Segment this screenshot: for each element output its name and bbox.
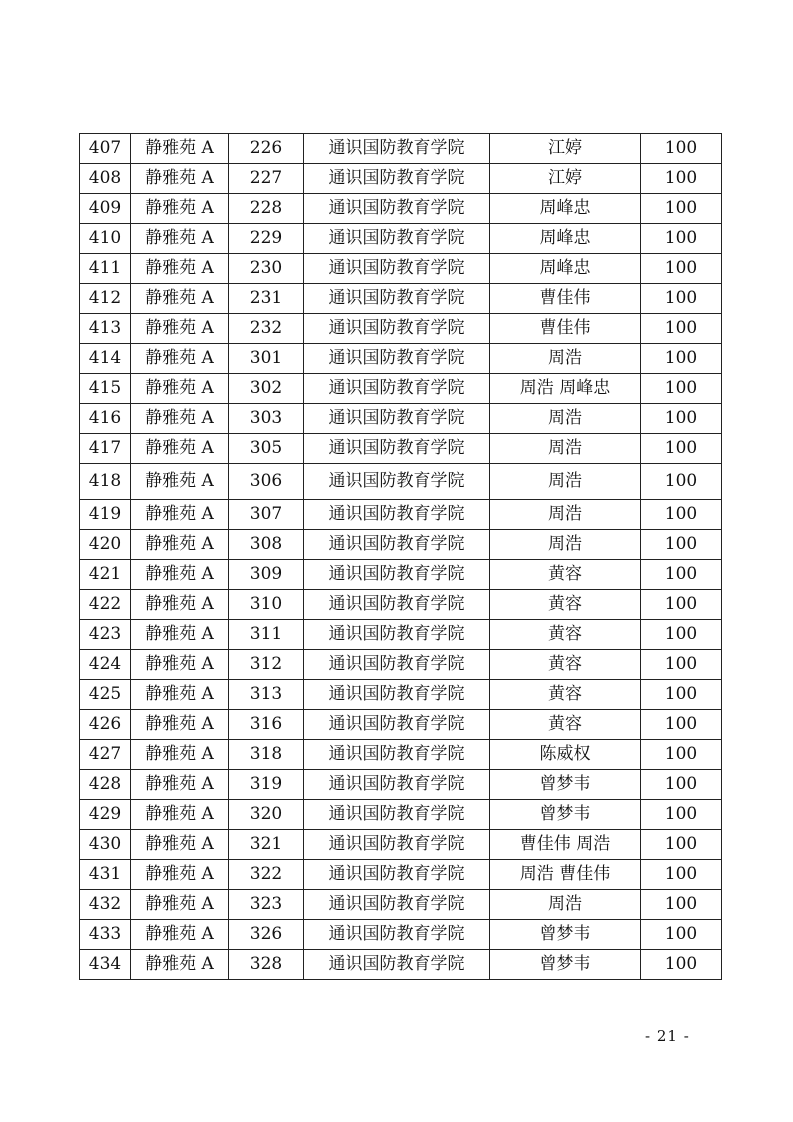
cell-number: 412 [80,284,131,314]
cell-number: 413 [80,314,131,344]
cell-room: 230 [229,254,304,284]
cell-room: 320 [229,800,304,830]
cell-inspector: 周浩 [490,434,641,464]
cell-department: 通识国防教育学院 [304,860,490,890]
cell-department: 通识国防教育学院 [304,464,490,500]
cell-score: 100 [641,860,722,890]
cell-department: 通识国防教育学院 [304,164,490,194]
cell-department: 通识国防教育学院 [304,284,490,314]
cell-score: 100 [641,530,722,560]
cell-inspector: 黄容 [490,710,641,740]
cell-number: 416 [80,404,131,434]
cell-number: 407 [80,134,131,164]
table-row [80,680,722,710]
cell-room: 321 [229,830,304,860]
cell-score: 100 [641,740,722,770]
cell-inspector: 江婷 [490,164,641,194]
cell-score: 100 [641,710,722,740]
cell-score: 100 [641,830,722,860]
table-row [80,710,722,740]
cell-inspector: 江婷 [490,134,641,164]
table-row [80,590,722,620]
cell-score: 100 [641,680,722,710]
cell-building: 静雅苑 A [131,434,229,464]
cell-building: 静雅苑 A [131,560,229,590]
cell-room: 309 [229,560,304,590]
cell-score: 100 [641,500,722,530]
cell-inspector: 黄容 [490,590,641,620]
cell-inspector: 周浩 [490,500,641,530]
cell-department: 通识国防教育学院 [304,920,490,950]
cell-room: 310 [229,590,304,620]
cell-score: 100 [641,770,722,800]
cell-number: 425 [80,680,131,710]
cell-department: 通识国防教育学院 [304,650,490,680]
cell-department: 通识国防教育学院 [304,830,490,860]
cell-building: 静雅苑 A [131,620,229,650]
cell-number: 419 [80,500,131,530]
cell-number: 421 [80,560,131,590]
cell-room: 306 [229,464,304,500]
table-row [80,374,722,404]
cell-building: 静雅苑 A [131,650,229,680]
cell-room: 307 [229,500,304,530]
cell-room: 303 [229,404,304,434]
cell-room: 328 [229,950,304,980]
cell-inspector: 黄容 [490,560,641,590]
cell-department: 通识国防教育学院 [304,194,490,224]
cell-department: 通识国防教育学院 [304,800,490,830]
cell-room: 231 [229,284,304,314]
table-row [80,464,722,500]
cell-department: 通识国防教育学院 [304,374,490,404]
cell-department: 通识国防教育学院 [304,560,490,590]
table-row [80,284,722,314]
cell-department: 通识国防教育学院 [304,680,490,710]
cell-score: 100 [641,464,722,500]
cell-inspector: 曾梦韦 [490,800,641,830]
cell-department: 通识国防教育学院 [304,740,490,770]
cell-score: 100 [641,890,722,920]
cell-inspector: 曾梦韦 [490,950,641,980]
cell-department: 通识国防教育学院 [304,710,490,740]
cell-number: 430 [80,830,131,860]
cell-room: 322 [229,860,304,890]
table-row [80,890,722,920]
cell-number: 429 [80,800,131,830]
cell-number: 418 [80,464,131,500]
cell-score: 100 [641,254,722,284]
table-row [80,920,722,950]
cell-room: 318 [229,740,304,770]
cell-score: 100 [641,950,722,980]
table-row [80,344,722,374]
cell-room: 313 [229,680,304,710]
cell-number: 411 [80,254,131,284]
cell-room: 312 [229,650,304,680]
cell-department: 通识国防教育学院 [304,890,490,920]
cell-number: 422 [80,590,131,620]
cell-building: 静雅苑 A [131,500,229,530]
cell-building: 静雅苑 A [131,920,229,950]
cell-room: 308 [229,530,304,560]
cell-building: 静雅苑 A [131,344,229,374]
cell-inspector: 周浩 [490,890,641,920]
cell-inspector: 周浩 周峰忠 [490,374,641,404]
cell-inspector: 曹佳伟 [490,284,641,314]
cell-building: 静雅苑 A [131,464,229,500]
cell-score: 100 [641,374,722,404]
cell-building: 静雅苑 A [131,800,229,830]
cell-number: 409 [80,194,131,224]
cell-inspector: 周浩 [490,344,641,374]
cell-room: 301 [229,344,304,374]
cell-building: 静雅苑 A [131,284,229,314]
table-row [80,194,722,224]
table-row [80,530,722,560]
cell-building: 静雅苑 A [131,164,229,194]
cell-building: 静雅苑 A [131,194,229,224]
table-row [80,740,722,770]
cell-number: 417 [80,434,131,464]
cell-room: 323 [229,890,304,920]
cell-department: 通识国防教育学院 [304,404,490,434]
cell-score: 100 [641,404,722,434]
cell-number: 408 [80,164,131,194]
cell-score: 100 [641,620,722,650]
table-row [80,860,722,890]
cell-room: 226 [229,134,304,164]
cell-building: 静雅苑 A [131,374,229,404]
cell-inspector: 周峰忠 [490,224,641,254]
cell-score: 100 [641,920,722,950]
cell-room: 302 [229,374,304,404]
table-row [80,620,722,650]
cell-building: 静雅苑 A [131,224,229,254]
cell-building: 静雅苑 A [131,950,229,980]
cell-room: 232 [229,314,304,344]
table-row [80,224,722,254]
cell-score: 100 [641,134,722,164]
cell-room: 305 [229,434,304,464]
cell-room: 228 [229,194,304,224]
cell-score: 100 [641,800,722,830]
cell-score: 100 [641,224,722,254]
cell-number: 410 [80,224,131,254]
cell-inspector: 曹佳伟 周浩 [490,830,641,860]
cell-building: 静雅苑 A [131,710,229,740]
cell-inspector: 周浩 曹佳伟 [490,860,641,890]
cell-department: 通识国防教育学院 [304,224,490,254]
cell-building: 静雅苑 A [131,680,229,710]
cell-score: 100 [641,164,722,194]
cell-department: 通识国防教育学院 [304,590,490,620]
table-row [80,950,722,980]
cell-building: 静雅苑 A [131,314,229,344]
table-row [80,134,722,164]
cell-score: 100 [641,314,722,344]
page-number: - 21 - [645,1027,690,1045]
cell-inspector: 周峰忠 [490,194,641,224]
table-row [80,650,722,680]
cell-building: 静雅苑 A [131,134,229,164]
cell-room: 227 [229,164,304,194]
cell-number: 414 [80,344,131,374]
table-row [80,830,722,860]
cell-room: 326 [229,920,304,950]
cell-department: 通识国防教育学院 [304,770,490,800]
cell-inspector: 周浩 [490,404,641,434]
inspection-table [79,133,722,980]
cell-score: 100 [641,284,722,314]
cell-number: 415 [80,374,131,404]
cell-number: 432 [80,890,131,920]
cell-inspector: 陈威权 [490,740,641,770]
table-row [80,314,722,344]
cell-number: 431 [80,860,131,890]
cell-score: 100 [641,560,722,590]
cell-number: 434 [80,950,131,980]
cell-building: 静雅苑 A [131,890,229,920]
cell-building: 静雅苑 A [131,404,229,434]
cell-score: 100 [641,344,722,374]
cell-building: 静雅苑 A [131,590,229,620]
cell-number: 433 [80,920,131,950]
inspection-table-container [79,133,715,980]
cell-department: 通识国防教育学院 [304,620,490,650]
cell-inspector: 黄容 [490,680,641,710]
cell-score: 100 [641,590,722,620]
cell-inspector: 曹佳伟 [490,314,641,344]
cell-inspector: 黄容 [490,620,641,650]
table-row [80,770,722,800]
cell-inspector: 周峰忠 [490,254,641,284]
cell-inspector: 黄容 [490,650,641,680]
table-row [80,164,722,194]
cell-building: 静雅苑 A [131,254,229,284]
cell-building: 静雅苑 A [131,860,229,890]
cell-number: 427 [80,740,131,770]
cell-number: 423 [80,620,131,650]
cell-room: 229 [229,224,304,254]
cell-department: 通识国防教育学院 [304,434,490,464]
cell-score: 100 [641,194,722,224]
cell-score: 100 [641,434,722,464]
table-row [80,254,722,284]
cell-room: 311 [229,620,304,650]
cell-department: 通识国防教育学院 [304,134,490,164]
cell-building: 静雅苑 A [131,770,229,800]
table-row [80,800,722,830]
table-row [80,404,722,434]
cell-inspector: 周浩 [490,530,641,560]
cell-number: 426 [80,710,131,740]
cell-inspector: 曾梦韦 [490,920,641,950]
table-body [80,134,722,980]
cell-room: 316 [229,710,304,740]
table-row [80,560,722,590]
cell-building: 静雅苑 A [131,830,229,860]
cell-department: 通识国防教育学院 [304,500,490,530]
cell-department: 通识国防教育学院 [304,344,490,374]
cell-inspector: 周浩 [490,464,641,500]
cell-building: 静雅苑 A [131,740,229,770]
cell-building: 静雅苑 A [131,530,229,560]
cell-department: 通识国防教育学院 [304,530,490,560]
cell-number: 420 [80,530,131,560]
cell-department: 通识国防教育学院 [304,950,490,980]
cell-room: 319 [229,770,304,800]
cell-number: 428 [80,770,131,800]
cell-inspector: 曾梦韦 [490,770,641,800]
table-row [80,500,722,530]
cell-number: 424 [80,650,131,680]
cell-department: 通识国防教育学院 [304,314,490,344]
cell-department: 通识国防教育学院 [304,254,490,284]
table-row [80,434,722,464]
cell-score: 100 [641,650,722,680]
